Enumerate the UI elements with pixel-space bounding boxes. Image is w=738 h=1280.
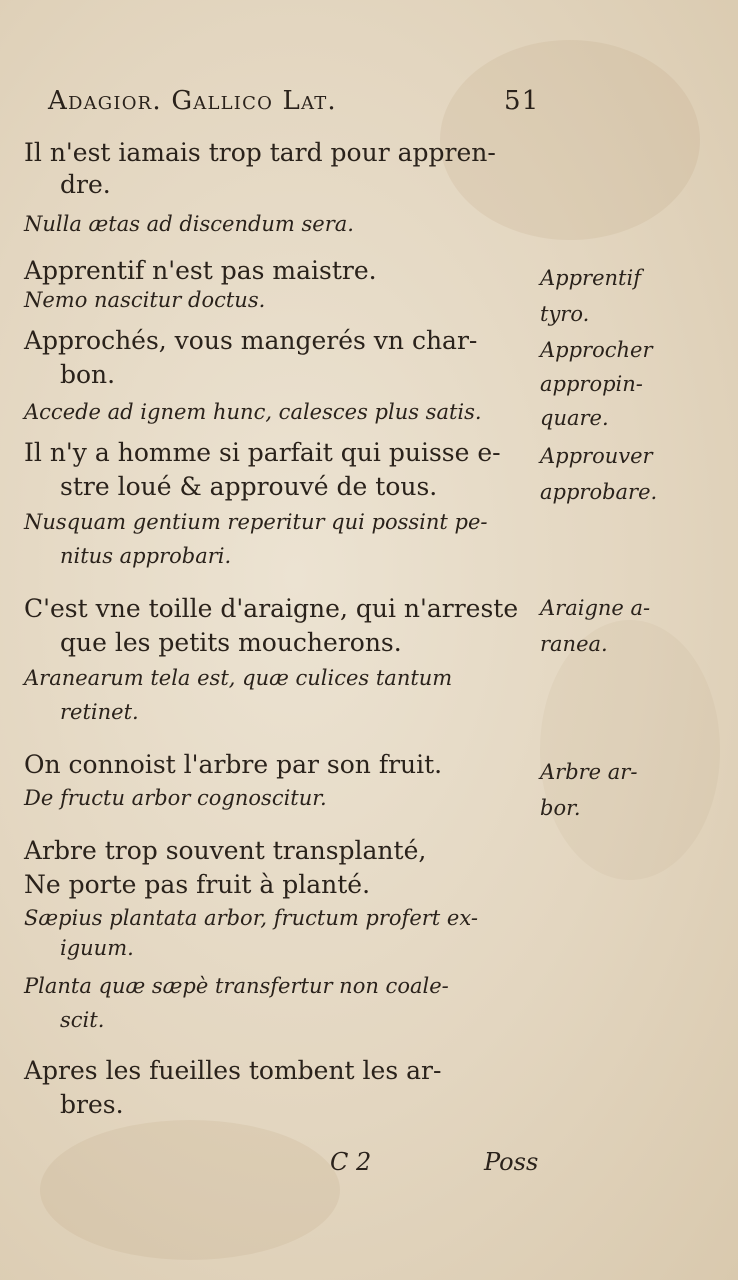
french-proverb-line: Approchés, vous mangerés vn char- [24,326,478,355]
latin-translation-line: Sæpius plantata arbor, fructum profert ex- [24,906,478,930]
margin-note: Approuver [540,444,653,468]
latin-translation-line: Nulla ætas ad discendum sera. [24,212,354,236]
latin-translation-line: nitus approbari. [60,544,232,568]
page-number: 51 [504,86,540,116]
latin-translation-line: Nusquam gentium reperitur qui possint pe- [24,510,488,534]
french-proverb-line: Arbre trop souvent transplanté, [24,836,427,865]
french-proverb-line: Apres les fueilles tombent les ar- [24,1056,442,1085]
header-title: Adagior. Gallico Lat. [48,86,337,116]
margin-note: approbare. [540,480,658,504]
margin-note: appropin- [540,372,643,396]
french-proverb-line: dre. [60,170,111,199]
catchword: Poss [484,1148,539,1176]
latin-translation-line: De fructu arbor cognoscitur. [24,786,327,810]
margin-note: quare. [540,406,609,430]
french-proverb-line: Il n'est iamais trop tard pour appren- [24,138,496,167]
margin-note: Araigne a- [540,596,651,620]
french-proverb-line: Apprentif n'est pas maistre. [24,256,377,285]
latin-translation-line: iguum. [60,936,134,960]
latin-translation-line: Nemo nascitur doctus. [24,288,266,312]
french-proverb-line: bres. [60,1090,124,1119]
french-proverb-line: que les petits moucherons. [60,628,402,657]
latin-translation-line: retinet. [60,700,139,724]
margin-note: Arbre ar- [540,760,638,784]
french-proverb-line: On connoist l'arbre par son fruit. [24,750,443,779]
paper-stain [40,1120,340,1260]
margin-note: tyro. [540,302,590,326]
latin-translation-line: scit. [60,1008,105,1032]
paper-stain [540,620,720,880]
margin-note: ranea. [540,632,608,656]
margin-note: Apprentif [540,266,641,290]
french-proverb-line: bon. [60,360,116,389]
margin-note: Approcher [540,338,653,362]
running-header [48,86,540,116]
latin-translation-line: Planta quæ sæpè transfertur non coale- [24,974,449,998]
french-proverb-line: C'est vne toille d'araigne, qui n'arreste [24,594,519,623]
french-proverb-line: Ne porte pas fruit à planté. [24,870,371,899]
signature-mark: C 2 [330,1148,372,1176]
latin-translation-line: Accede ad ignem hunc, calesces plus satis. [24,400,482,424]
french-proverb-line: Il n'y a homme si parfait qui puisse e- [24,438,501,467]
latin-translation-line: Aranearum tela est, quæ culices tantum [24,666,453,690]
french-proverb-line: stre loué & approuvé de tous. [60,472,438,501]
margin-note: bor. [540,796,581,820]
